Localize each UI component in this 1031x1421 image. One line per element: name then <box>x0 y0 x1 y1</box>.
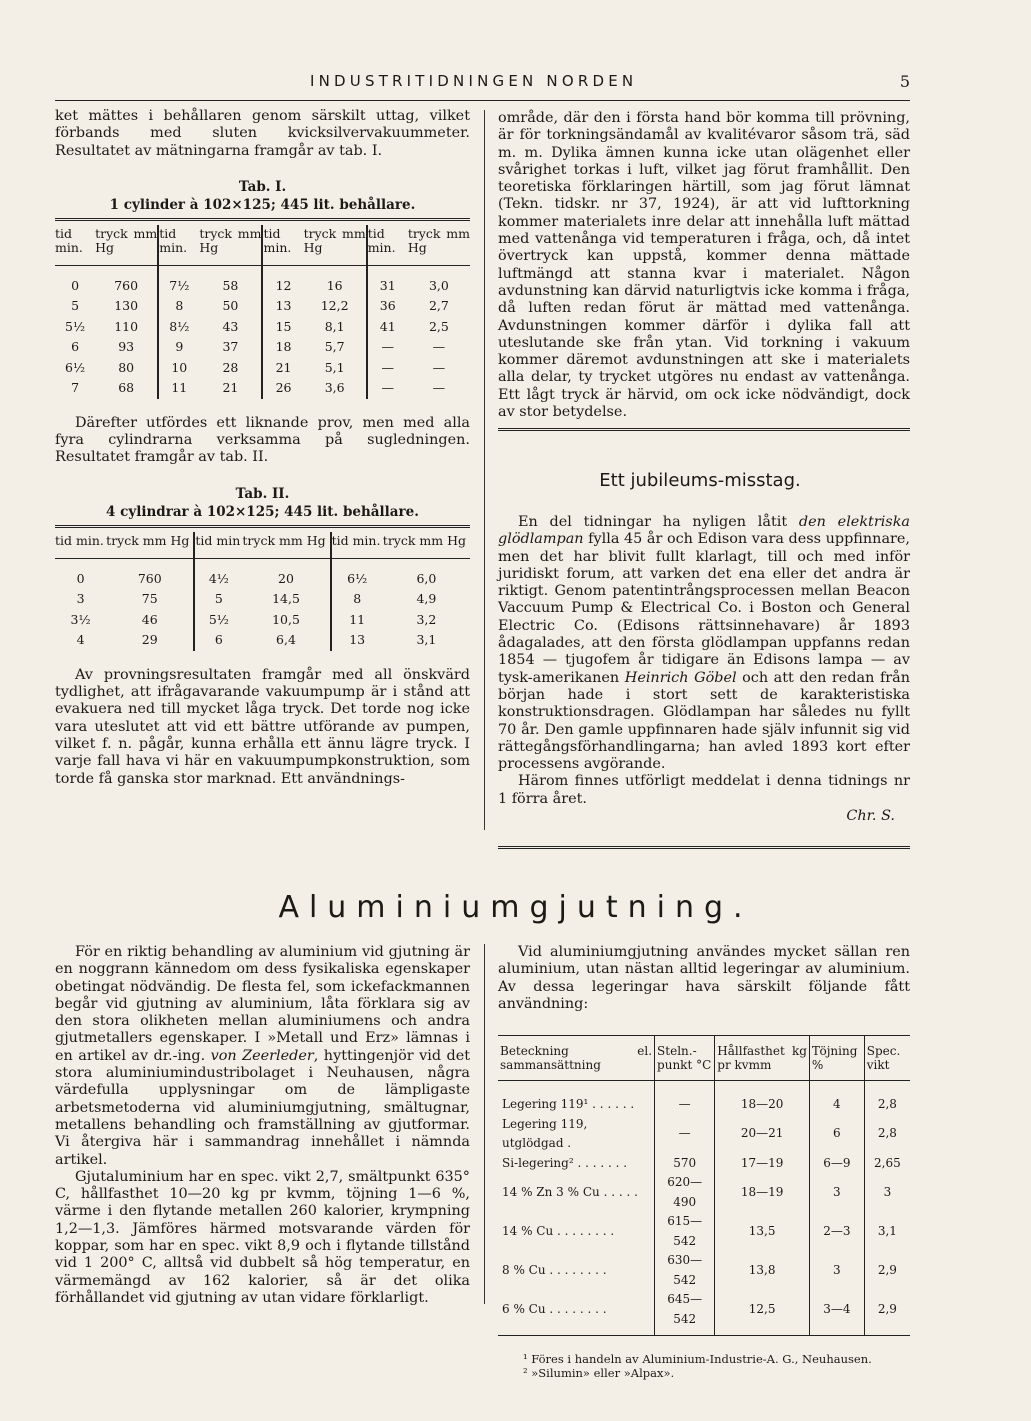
table-cell: — <box>381 339 394 355</box>
table-cell: Legering 119¹ . . . . . . <box>498 1081 655 1115</box>
table-cell: 93 <box>95 337 158 358</box>
article-paragraph-1 <box>55 944 470 1169</box>
table-row <box>498 1081 910 1115</box>
table-row <box>55 317 470 338</box>
section-divider <box>498 428 910 431</box>
table-cell: — <box>655 1081 715 1115</box>
table-cell: 18 <box>275 339 292 355</box>
table-cell: 6,4 <box>242 630 330 651</box>
table-row <box>55 265 470 296</box>
table-cell: 20—21 <box>715 1115 810 1154</box>
table-cell: — <box>381 380 394 396</box>
jubilee-text-b: fylla 45 år och Edison vara dess uppfinnare, men det har blivit fullt klarlagt, till och med inför juridiskt forum, att varken det ena eller det andra är riktigt. Genom patentintrångsprocessen mellan Beacon Vaccuum Pump & Electrical Co. i Boston och General Electric Co. (Edisons rättsinnehavare) år 1893 ådagalades, att den första glödlampan uppfanns redan 1854 — tjugofem år tidigare än Edisons lampa — av tysk-amerikanen <box>498 531 910 686</box>
table-cell: 0 <box>71 277 80 293</box>
signature: Chr. S. <box>846 808 895 825</box>
table-cell: 5,7 <box>304 337 367 358</box>
alloy-header: Töjning % <box>809 1036 864 1081</box>
table-row <box>55 358 470 379</box>
table-cell: 0 <box>76 570 85 586</box>
paragraph-jubilee <box>498 514 910 773</box>
table-cell: 17—19 <box>715 1154 810 1174</box>
table-cell: 68 <box>95 378 158 399</box>
table-cell: 6—9 <box>809 1154 864 1174</box>
table-cell: 6½ <box>347 570 368 586</box>
table-cell: 12,5 <box>715 1290 810 1336</box>
intro-paragraph: ket mättes i behållaren genom särskilt uttag, vilket förbands med sluten kvicksilvervakuummeter. Resultatet av mätningarna framgår av tab. I. <box>55 108 470 159</box>
table-cell: 6 <box>809 1115 864 1154</box>
alloy-table <box>498 1035 910 1336</box>
section-title: Ett jubileums-misstag. <box>599 470 801 491</box>
table-cell: 41 <box>379 318 396 334</box>
table-cell: 3 <box>883 1184 892 1199</box>
table-cell: Legering 119, utglödgad . <box>498 1115 655 1154</box>
table-cell: 645—542 <box>655 1290 715 1336</box>
publication-title: INDUSTRITIDNINGEN NORDEN <box>310 72 638 90</box>
table-cell: 3,1 <box>416 632 437 648</box>
table-cell: 11 <box>171 380 188 396</box>
table-cell: 6½ <box>65 359 86 375</box>
article-divider <box>498 846 910 849</box>
table-cell: — <box>655 1115 715 1154</box>
paragraph-drying: område, där den i första hand bör komma till prövning, är för torkningsändamål av kvalitévaror såsom trä, säd m. m. Dylika ämnen kunna icke utan olägenhet eller svårighet torkas i luft, vilket jag förut framhållit. Den teoretiska förklaringen härtill, som jag förut lämnat (Tekn. tidskr. nr 37, 1924), är att vid lufttorkning kommer materialets inre delar att innehålla luft mättad med vattenånga vid temperaturen i fråga, och, då intet övertryck kan uppstå, kommer denna mättade luftmängd att stanna kvar i materialet. Någon avdunstning kan därvid naturligtvis icke komma i fråga, då luften redan förut är mättad med vattenånga. Avdunstningen kommer därför i dylika fall att uteslutande ske från ytan. Vid torkning i vakuum kommer däremot avdunstningen att ske i materialets alla delar, ty trycket utgöres nu endast av vattenånga. Ett lågt tryck är härvid, om ock icke nödvändigt, dock av stor betydelse. <box>498 110 910 421</box>
table-cell: 2,9 <box>877 1262 897 1277</box>
table-cell: 14 % Zn 3 % Cu . . . . . <box>498 1173 655 1212</box>
table-cell: 21 <box>275 359 292 375</box>
table-cell: 6 % Cu . . . . . . . . <box>498 1290 655 1336</box>
table-cell: 4,9 <box>416 591 437 607</box>
table-cell: 6,0 <box>416 570 437 586</box>
table-cell: 110 <box>95 317 158 338</box>
footnote: ² »Silumin» eller »Alpax». <box>523 1366 675 1381</box>
article-left-column <box>55 944 470 1307</box>
table-cell: 10,5 <box>242 610 330 631</box>
table-cell: 5 <box>71 298 80 314</box>
article-right-column <box>498 944 910 1380</box>
table2-header: tryck mm Hg <box>383 532 470 559</box>
article-paragraph-2: Gjutaluminium har en spec. vikt 2,7, smältpunkt 635° C, hållfasthet 10—20 kg pr kvmm, töjning 1—6 %, värme i den flytande metallen 260 kalorier, krympning 1,2—1,3. Jämföres härmed motsvarande värden för koppar, som har en spec. vikt 8,9 och i flytande tillstånd vid 1 200° C, alltså vid dubbelt så hög temperatur, en värmemängd av 162 kalorier, så är det olika förhållandet vid gjutning av utan vidare förklarligt. <box>55 1168 470 1306</box>
table-cell: 12,2 <box>304 296 367 317</box>
table-cell: 12 <box>275 277 292 293</box>
table-cell: 2—3 <box>809 1212 864 1251</box>
table-cell: 2,7 <box>428 298 449 314</box>
table-cell: 4½ <box>208 570 229 586</box>
table2-header: tid min. <box>55 532 106 559</box>
table-cell: 3,1 <box>877 1223 897 1238</box>
table-cell: 28 <box>199 358 262 379</box>
table-row <box>498 1251 910 1290</box>
table-cell: 7 <box>71 380 80 396</box>
table-cell: 14,5 <box>242 589 330 610</box>
table-cell: 80 <box>95 358 158 379</box>
table1-header: tid min. <box>158 225 199 266</box>
right-column-top <box>498 110 910 421</box>
table-cell: 13,5 <box>715 1212 810 1251</box>
table-cell: 615—542 <box>655 1212 715 1251</box>
table2-header: tryck mm Hg <box>242 532 330 559</box>
table-cell: 13 <box>275 298 292 314</box>
table-cell: — <box>432 339 446 355</box>
left-column-top <box>55 108 470 788</box>
table-row <box>498 1173 910 1212</box>
footnote: ¹ Föres i handeln av Aluminium-Industrie-A. G., Neuhausen. <box>523 1352 872 1367</box>
table-cell: 3 <box>76 591 85 607</box>
table1 <box>55 225 470 399</box>
table1-header: tryck mm Hg <box>304 225 367 266</box>
table-cell: 8½ <box>169 318 190 334</box>
table-cell: 6 <box>214 632 223 648</box>
table-cell: 8 <box>353 591 362 607</box>
alloy-header: Steln.-punkt °C <box>655 1036 715 1081</box>
table-cell: 760 <box>95 265 158 296</box>
table1-header-row <box>55 225 470 266</box>
table-cell: 2,8 <box>877 1126 897 1141</box>
table-cell: 20 <box>242 558 330 589</box>
alloy-table-header-row <box>498 1036 910 1081</box>
table-row <box>55 589 470 610</box>
table-cell: 75 <box>106 589 194 610</box>
column-divider <box>484 110 485 830</box>
jubilee-em-goebel: Heinrich Göbel <box>624 669 737 686</box>
table-row <box>55 610 470 631</box>
table-cell: 3—4 <box>809 1290 864 1336</box>
table-cell: 15 <box>275 318 292 334</box>
jubilee-article <box>498 514 910 825</box>
table-cell: 10 <box>171 359 188 375</box>
table1-header: tid min. <box>367 225 408 266</box>
table1-caption: 1 cylinder à 102×125; 445 lit. behållare. <box>109 196 416 213</box>
table-cell: Si-legering² . . . . . . . <box>498 1154 655 1174</box>
table-cell: 26 <box>275 380 292 396</box>
table-cell: 18—20 <box>715 1081 810 1115</box>
table-cell: 4 <box>76 632 85 648</box>
jubilee-text-a: En del tidningar ha nyligen låtit <box>518 514 799 530</box>
table-cell: 9 <box>175 339 184 355</box>
table-cell: — <box>432 359 446 375</box>
table2-label: Tab. II. <box>235 485 290 502</box>
table-cell: 37 <box>199 337 262 358</box>
table-cell: 43 <box>199 317 262 338</box>
article-paragraph-alloys: Vid aluminiumgjutning användes mycket sällan ren aluminium, utan nästan alltid legeringar av aluminium. Av dessa legeringar hava särskilt följande fått användning: <box>498 944 910 1012</box>
table-cell: 11 <box>349 611 366 627</box>
table-cell: 13,8 <box>715 1251 810 1290</box>
table2-header-row <box>55 532 470 559</box>
alloy-header: Beteckning el. sammansättning <box>498 1036 655 1081</box>
alloy-header: Hållfasthet kg pr kvmm <box>715 1036 810 1081</box>
article-em-author: von Zeerleder <box>210 1047 314 1064</box>
table-cell: 5,1 <box>304 358 367 379</box>
table-cell: 2,8 <box>877 1097 897 1112</box>
table1-header: tryck mm Hg <box>408 225 470 266</box>
table2-header: tid min. <box>331 532 383 559</box>
table-cell: 31 <box>379 277 396 293</box>
table-row <box>55 558 470 589</box>
table-cell: 29 <box>106 630 194 651</box>
column-divider <box>484 944 485 1304</box>
table-cell: 570 <box>655 1154 715 1174</box>
running-header <box>55 70 910 101</box>
table-cell: 8 <box>175 298 184 314</box>
table1-header: tid min. <box>262 225 303 266</box>
table-row <box>498 1212 910 1251</box>
alloy-header: Spec. vikt <box>864 1036 910 1081</box>
table1-header: tryck mm Hg <box>95 225 158 266</box>
table-cell: 21 <box>199 378 262 399</box>
table-cell: 5 <box>214 591 223 607</box>
table-cell: 58 <box>199 265 262 296</box>
paragraph-reference: Härom finnes utförligt meddelat i denna tidnings nr 1 förra året. <box>498 773 910 807</box>
table-cell: 620—490 <box>655 1173 715 1212</box>
table-cell: 2,9 <box>864 1290 910 1336</box>
table-cell: 4 <box>809 1081 864 1115</box>
table-row <box>55 378 470 399</box>
table-cell: 630—542 <box>655 1251 715 1290</box>
paragraph-tab2-intro: Därefter utfördes ett liknande prov, men med alla fyra cylindrarna verksamma på sugledningen. Resultatet framgår av tab. II. <box>55 414 470 466</box>
table-cell: 8 % Cu . . . . . . . . <box>498 1251 655 1290</box>
table-cell: 8,1 <box>304 317 367 338</box>
table-cell: 3 <box>809 1251 864 1290</box>
table-cell: — <box>381 359 394 375</box>
table-cell: 5½ <box>65 318 86 334</box>
table-cell: 3 <box>809 1173 864 1212</box>
table-cell: 3,2 <box>416 611 437 627</box>
table-row <box>498 1154 910 1174</box>
paragraph-results: Av provningsresultaten framgår med all önskvärd tydlighet, att ifrågavarande vakuumpump är i stånd att evakuera ned till mycket låga tryck. Det torde nog icke vara uteslutet att vid ett bättre utförande av pumpen, vilket f. n. pågår, kunna erhålla ett ännu lägre tryck. I varje fall hava vi här en vakuumpumpkonstruktion, som torde få ganska stor marknad. Ett användnings- <box>55 666 470 787</box>
table-cell: 13 <box>349 632 366 648</box>
table-cell: 6 <box>71 339 80 355</box>
table-cell: 2,65 <box>874 1155 901 1170</box>
table-cell: 14 % Cu . . . . . . . . <box>498 1212 655 1251</box>
table2 <box>55 532 470 651</box>
table-row <box>498 1290 910 1336</box>
jubilee-text-c: och att den redan från början hade i stort sett de karakteristiska konstruktionsdragen. Glödlampan har således nu fyllt 70 år. Den gamle uppfinnaren hade själv infunnit sig vid rättegångsförhandlingarna; han avled 1893 kort efter processens avgörande. <box>498 669 910 773</box>
article-text-a: För en riktig behandling av aluminium vid gjutning är en noggrann kännedom om dess fysikaliska egenskaper obetingat nödvändig. De flesta fel, som ickefackmannen begår vid gjutning av aluminium, låta förklara sig av den stora olikheten mellan aluminiumens och andra gjutmetallers egenskaper. I »Metall und Erz» lämnas i en artikel av dr.-ing. <box>55 944 470 1064</box>
article-text-b: , hyttingenjör vid det stora aluminiumindustribolaget i Neuhausen, några värdefulla upplysningar om de lämpligaste arbetsmetoderna vid aluminiumgjutning, smältugnar, metallens behandling och framställning av gjutformar. Vi återgiva här i sammandrag innehållet i nämnda artikel. <box>55 1047 470 1168</box>
page-number: 5 <box>899 72 910 91</box>
table-row <box>55 630 470 651</box>
table-row <box>55 296 470 317</box>
table-row <box>55 337 470 358</box>
table-cell: 16 <box>304 265 367 296</box>
table-cell: 3½ <box>70 611 91 627</box>
table-cell: 3,6 <box>304 378 367 399</box>
table-cell: 18—19 <box>715 1173 810 1212</box>
table2-header: tid min <box>194 532 242 559</box>
table-cell: 2,5 <box>428 318 449 334</box>
table-row <box>498 1115 910 1154</box>
table1-header: tryck mm Hg <box>199 225 262 266</box>
table2-caption: 4 cylindrar à 102×125; 445 lit. behållare. <box>106 503 419 520</box>
table2-header: tryck mm Hg <box>106 532 194 559</box>
table1-label: Tab. I. <box>238 178 287 195</box>
table-cell: 3,0 <box>428 277 449 293</box>
article-title: Aluminiumgjutning. <box>278 890 753 925</box>
table-cell: 5½ <box>208 611 229 627</box>
table-cell: 130 <box>95 296 158 317</box>
table-cell: 7½ <box>169 277 190 293</box>
table-cell: 50 <box>199 296 262 317</box>
table-cell: — <box>432 380 446 396</box>
table-cell: 46 <box>106 610 194 631</box>
table-cell: 36 <box>379 298 396 314</box>
jubilee-em-lamp: den elektriska glödlampan <box>498 514 910 548</box>
table1-header: tid min. <box>55 225 95 266</box>
table-cell: 760 <box>106 558 194 589</box>
